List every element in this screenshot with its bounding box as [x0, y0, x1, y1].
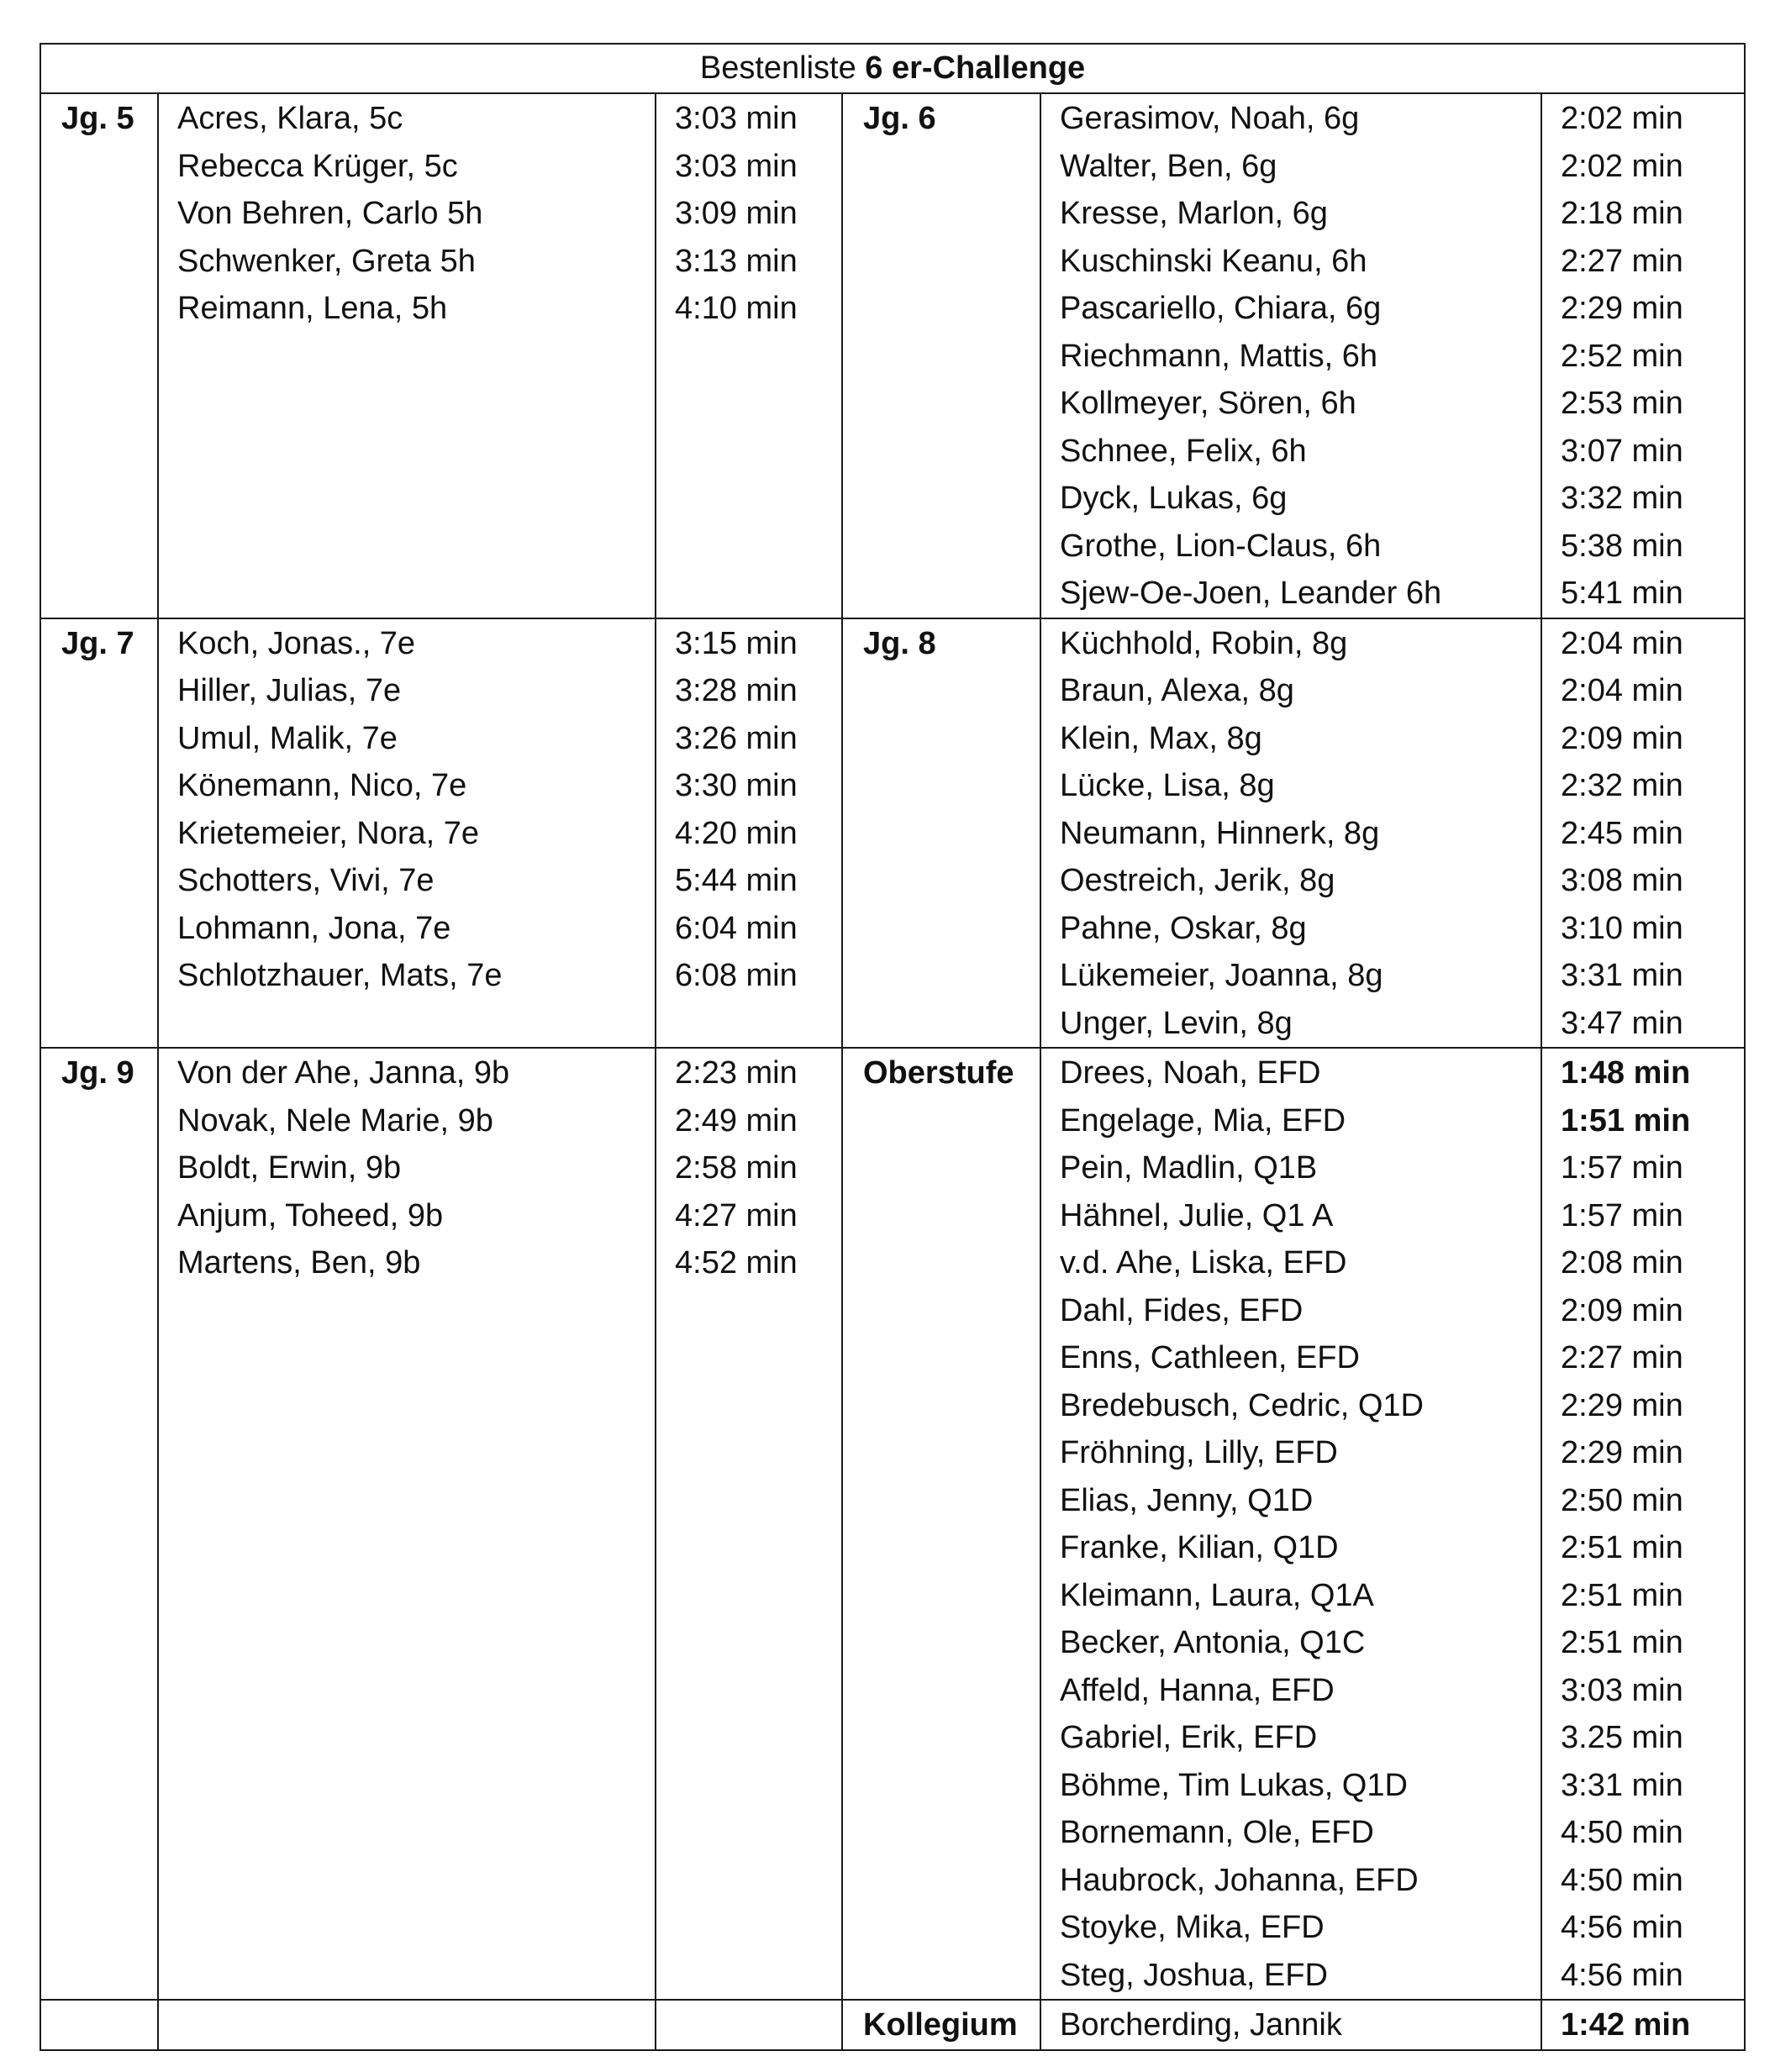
grade-label: Kollegium [842, 2000, 1040, 2050]
participant-time: 1:57 min [1561, 1197, 1683, 1233]
participant-time: 2:02 min [1561, 101, 1683, 136]
section-row [40, 2000, 1745, 2050]
participant-time: 2:23 min [675, 1055, 798, 1091]
participant-name: Kresse, Marlon, 6g [1060, 196, 1328, 231]
participant-name: Reimann, Lena, 5h [177, 291, 448, 326]
participant-name: Pein, Madlin, Q1B [1060, 1150, 1318, 1186]
participant-name: Engelage, Mia, EFD [1060, 1102, 1346, 1139]
participant-time: 3:13 min [675, 243, 798, 279]
participant-name: v.d. Ahe, Liska, EFD [1060, 1245, 1347, 1281]
participant-name: Drees, Noah, EFD [1060, 1055, 1321, 1091]
section-row [40, 1048, 1745, 2000]
participant-time: 2:51 min [1561, 1625, 1683, 1660]
participant-name: Haubrock, Johanna, EFD [1060, 1862, 1419, 1898]
names-cell [158, 2000, 656, 2050]
participant-time: 1:42 min [1561, 2007, 1691, 2043]
times-cell [656, 93, 842, 618]
participant-name: Unger, Levin, 8g [1060, 1005, 1293, 1041]
participant-name: Lücke, Lisa, 8g [1060, 768, 1275, 803]
participant-time: 6:04 min [675, 910, 798, 946]
participant-name: Acres, Klara, 5c [177, 101, 403, 136]
participant-name: Gabriel, Erik, EFD [1060, 1720, 1318, 1755]
participant-name: Enns, Cathleen, EFD [1060, 1340, 1360, 1375]
participant-time: 3:30 min [675, 768, 798, 803]
participant-time: 3:15 min [675, 625, 798, 661]
participant-name: Neumann, Hinnerk, 8g [1060, 815, 1380, 851]
grade-label: Jg. 5 [40, 93, 158, 618]
names-cell [1040, 1048, 1541, 2000]
participant-time: 4:50 min [1561, 1815, 1683, 1850]
participant-time: 2:53 min [1561, 386, 1683, 421]
participant-name: Schlotzhauer, Mats, 7e [177, 958, 503, 993]
title-row [40, 44, 1745, 93]
participant-name: Hähnel, Julie, Q1 A [1060, 1197, 1334, 1233]
participant-time: 2:29 min [1561, 291, 1683, 326]
participant-name: Schwenker, Greta 5h [177, 243, 476, 279]
participant-name: Koch, Jonas., 7e [177, 625, 416, 661]
grade-label [40, 2000, 158, 2050]
participant-time: 2:09 min [1561, 1292, 1683, 1328]
section-row [40, 618, 1745, 1049]
participant-time: 3:31 min [1561, 958, 1683, 993]
participant-time: 2:45 min [1561, 815, 1683, 851]
participant-time: 5:44 min [675, 863, 798, 898]
participant-time: 5:38 min [1561, 528, 1683, 564]
grade-label: Jg. 6 [842, 93, 1040, 618]
participant-time: 2:27 min [1561, 1340, 1683, 1375]
participant-time: 1:51 min [1561, 1102, 1691, 1139]
participant-time: 3:47 min [1561, 1005, 1683, 1041]
table-body [40, 44, 1745, 2050]
participant-time: 4:20 min [675, 815, 798, 851]
participant-time: 4:27 min [675, 1197, 798, 1233]
participant-time: 3:03 min [675, 148, 798, 184]
participant-time: 3:09 min [675, 196, 798, 231]
participant-name: Böhme, Tim Lukas, Q1D [1060, 1767, 1408, 1803]
participant-name: Pascariello, Chiara, 6g [1060, 291, 1382, 326]
participant-name: Fröhning, Lilly, EFD [1060, 1435, 1338, 1470]
participant-time: 3.25 min [1561, 1720, 1683, 1755]
grade-label: Jg. 8 [842, 618, 1040, 1049]
participant-name: Sjew-Oe-Joen, Leander 6h [1060, 576, 1442, 611]
participant-time: 4:56 min [1561, 1957, 1683, 1993]
participant-time: 2:50 min [1561, 1482, 1683, 1518]
participant-time: 3:08 min [1561, 863, 1683, 898]
participant-name: Oestreich, Jerik, 8g [1060, 863, 1335, 898]
names-cell [158, 93, 656, 618]
participant-name: Pahne, Oskar, 8g [1060, 910, 1307, 946]
participant-name: Braun, Alexa, 8g [1060, 673, 1294, 708]
times-cell [1541, 93, 1745, 618]
table-title [40, 44, 1745, 93]
participant-name: Grothe, Lion-Claus, 6h [1060, 528, 1382, 564]
participant-name: Könemann, Nico, 7e [177, 768, 467, 803]
participant-name: Elias, Jenny, Q1D [1060, 1482, 1314, 1518]
times-cell [656, 618, 842, 1049]
participant-name: Lükemeier, Joanna, 8g [1060, 958, 1383, 993]
participant-name: Bornemann, Ole, EFD [1060, 1815, 1374, 1850]
names-cell [1040, 618, 1541, 1049]
names-cell [1040, 93, 1541, 618]
participant-time: 3:32 min [1561, 481, 1683, 516]
participant-name: Steg, Joshua, EFD [1060, 1957, 1328, 1993]
grade-label: Oberstufe [842, 1048, 1040, 2000]
participant-name: Krietemeier, Nora, 7e [177, 815, 480, 851]
participant-name: Franke, Kilian, Q1D [1060, 1530, 1339, 1565]
participant-time: 2:18 min [1561, 196, 1683, 231]
participant-time: 2:32 min [1561, 768, 1683, 803]
participant-time: 2:58 min [675, 1150, 798, 1186]
participant-time: 4:50 min [1561, 1862, 1683, 1898]
participant-name: Anjum, Toheed, 9b [177, 1197, 444, 1233]
grade-label: Jg. 7 [40, 618, 158, 1049]
participant-name: Von Behren, Carlo 5h [177, 196, 483, 231]
participant-name: Klein, Max, 8g [1060, 720, 1262, 756]
participant-time: 2:51 min [1561, 1577, 1683, 1613]
participant-name: Gerasimov, Noah, 6g [1060, 101, 1360, 136]
title-bold: 6 er-Challenge [865, 50, 1086, 86]
participant-name: Borcherding, Jannik [1060, 2007, 1342, 2043]
participant-time: 2:27 min [1561, 243, 1683, 279]
participant-name: Riechmann, Mattis, 6h [1060, 338, 1378, 374]
participant-time: 2:51 min [1561, 1530, 1683, 1565]
participant-name: Küchhold, Robin, 8g [1060, 625, 1348, 661]
times-cell [656, 2000, 842, 2050]
times-cell [656, 1048, 842, 2000]
participant-name: Umul, Malik, 7e [177, 720, 398, 756]
grade-label: Jg. 9 [40, 1048, 158, 2000]
title-prefix: Bestenliste [699, 50, 856, 86]
participant-time: 2:08 min [1561, 1245, 1683, 1281]
participant-name: Walter, Ben, 6g [1060, 148, 1277, 184]
names-cell [1040, 2000, 1541, 2050]
times-cell [1541, 618, 1745, 1049]
participant-name: Novak, Nele Marie, 9b [177, 1102, 493, 1139]
participant-name: Rebecca Krüger, 5c [177, 148, 458, 184]
participant-name: Becker, Antonia, Q1C [1060, 1625, 1366, 1660]
participant-name: Stoyke, Mika, EFD [1060, 1910, 1325, 1945]
participant-name: Schnee, Felix, 6h [1060, 433, 1307, 469]
participant-name: Kollmeyer, Sören, 6h [1060, 386, 1356, 421]
section-row [40, 93, 1745, 618]
participant-name: Dyck, Lukas, 6g [1060, 481, 1288, 516]
participant-name: Lohmann, Jona, 7e [177, 910, 451, 946]
participant-time: 3:07 min [1561, 433, 1683, 469]
names-cell [158, 1048, 656, 2000]
participant-time: 2:02 min [1561, 148, 1683, 184]
participant-time: 4:10 min [675, 291, 798, 326]
participant-time: 1:57 min [1561, 1150, 1683, 1186]
leaderboard-sheet [40, 43, 1744, 2049]
participant-time: 3:10 min [1561, 910, 1683, 946]
times-cell [1541, 1048, 1745, 2000]
names-cell [158, 618, 656, 1049]
participant-name: Affeld, Hanna, EFD [1060, 1672, 1335, 1708]
participant-time: 2:04 min [1561, 673, 1683, 708]
participant-name: Dahl, Fides, EFD [1060, 1292, 1304, 1328]
participant-time: 2:29 min [1561, 1387, 1683, 1423]
participant-time: 2:52 min [1561, 338, 1683, 374]
participant-name: Schotters, Vivi, 7e [177, 863, 435, 898]
participant-time: 3:03 min [675, 101, 798, 136]
participant-name: Hiller, Julias, 7e [177, 673, 402, 708]
leaderboard-table [40, 43, 1746, 2051]
participant-time: 5:41 min [1561, 576, 1683, 611]
participant-time: 3:03 min [1561, 1672, 1683, 1708]
participant-name: Martens, Ben, 9b [177, 1245, 421, 1281]
participant-time: 2:49 min [675, 1102, 798, 1139]
participant-time: 4:52 min [675, 1245, 798, 1281]
participant-time: 3:31 min [1561, 1767, 1683, 1803]
participant-time: 3:28 min [675, 673, 798, 708]
participant-time: 1:48 min [1561, 1055, 1691, 1091]
participant-time: 2:09 min [1561, 720, 1683, 756]
participant-name: Von der Ahe, Janna, 9b [177, 1055, 510, 1091]
participant-time: 6:08 min [675, 958, 798, 993]
times-cell [1541, 2000, 1745, 2050]
participant-time: 2:04 min [1561, 625, 1683, 661]
participant-time: 4:56 min [1561, 1910, 1683, 1945]
participant-name: Kuschinski Keanu, 6h [1060, 243, 1367, 279]
participant-name: Kleimann, Laura, Q1A [1060, 1577, 1374, 1613]
participant-time: 3:26 min [675, 720, 798, 756]
participant-name: Boldt, Erwin, 9b [177, 1150, 402, 1186]
participant-time: 2:29 min [1561, 1435, 1683, 1470]
participant-name: Bredebusch, Cedric, Q1D [1060, 1387, 1424, 1423]
